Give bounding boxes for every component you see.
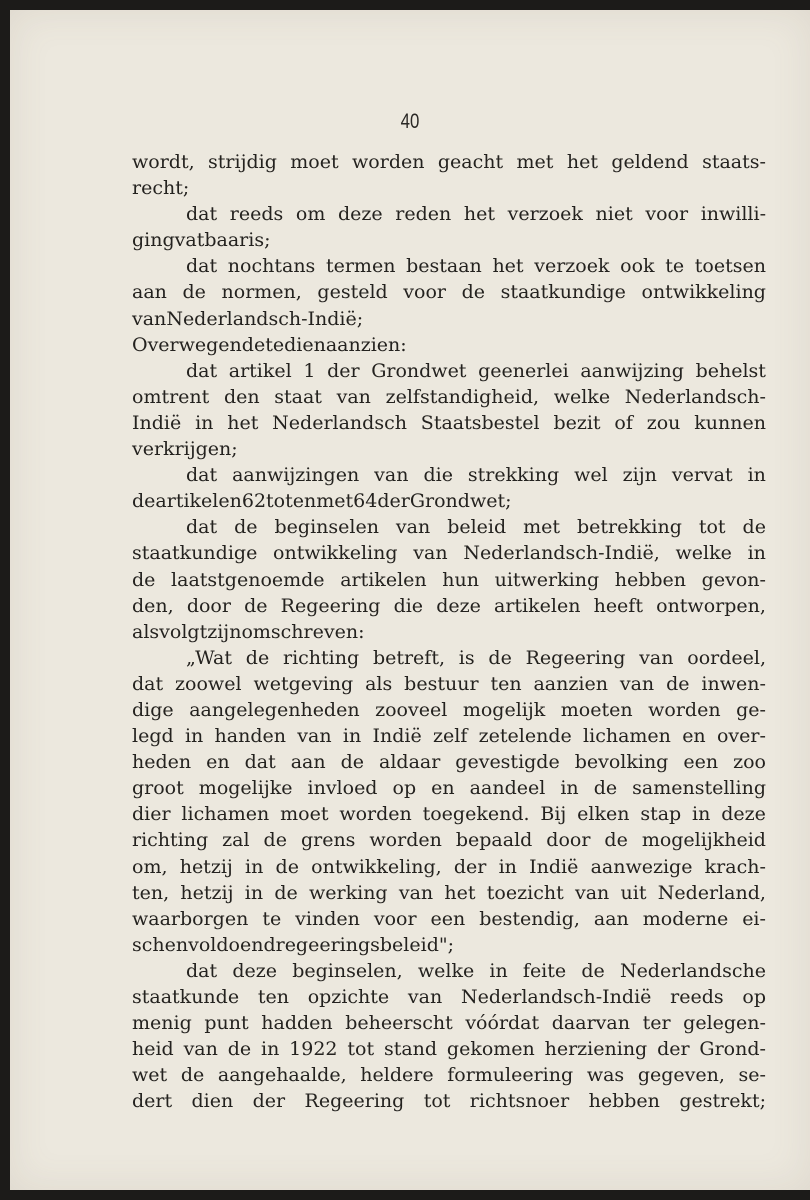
document-page: [10, 10, 810, 1190]
text-line: dat aanwijzingen van die strekking wel zijn vervat in: [186, 464, 766, 487]
text-line: aan de normen, gesteld voor de staatkundige ontwikkeling: [132, 281, 766, 304]
text-line: ging vatbaar is;: [132, 229, 271, 252]
text-line: dat artikel 1 der Grondwet geenerlei aanwijzing behelst: [186, 359, 766, 382]
text-line: als volgt zijn omschreven:: [132, 620, 365, 643]
text-line: dige aangelegenheden zooveel mogelijk moeten worden ge-: [132, 698, 766, 721]
text-line: omtrent den staat van zelfstandigheid, welke Nederlandsch-: [132, 385, 766, 408]
text-line: Indië in het Nederlandsch Staatsbestel bezit of zou kunnen: [132, 411, 766, 434]
text-line: „Wat de richting betreft, is de Regeering van oordeel,: [186, 646, 766, 669]
text-line: verkrijgen;: [132, 438, 238, 461]
text-line: menig punt hadden beheerscht vóórdat daarvan ter gelegen-: [132, 1012, 766, 1035]
text-line: dert dien der Regeering tot richtsnoer hebben gestrekt;: [132, 1090, 766, 1113]
text-line: groot mogelijke invloed op en aandeel in de samenstelling: [132, 777, 766, 800]
text-line: heid van de in 1922 tot stand gekomen herziening der Grond-: [132, 1038, 766, 1061]
text-line: dat reeds om deze reden het verzoek niet voor inwilli-: [186, 203, 766, 226]
text-line: dat nochtans termen bestaan het verzoek ook te toetsen: [186, 255, 766, 278]
text-line: om, hetzij in de ontwikkeling, der in Indië aanwezige krach-: [132, 855, 766, 878]
text-line: dat de beginselen van beleid met betrekking tot de: [186, 516, 766, 539]
text-line: richting zal de grens worden bepaald door de mogelijkheid: [132, 829, 766, 852]
text-line: schen voldoend regeeringsbeleid";: [132, 933, 455, 956]
text-line: Overwegende te dien aanzien:: [132, 333, 407, 356]
text-line: wordt, strijdig moet worden geacht met het geldend staats-: [132, 151, 766, 173]
text-line: van Nederlandsch-Indië;: [132, 307, 364, 330]
text-line: heden en dat aan de aldaar gevestigde bevolking een zoo: [132, 751, 766, 774]
body-text: [132, 149, 766, 1114]
text-line: de laatstgenoemde artikelen hun uitwerking hebben gevon-: [132, 568, 766, 591]
text-line: waarborgen te vinden voor een bestendig, aan moderne ei-: [132, 907, 766, 930]
text-line: wet de aangehaalde, heldere formuleering was gegeven, se-: [132, 1064, 766, 1087]
text-line: de artikelen 62 tot en met 64 der Grondwet;: [132, 490, 512, 513]
text-line: staatkunde ten opzichte van Nederlandsch-Indië reeds op: [132, 986, 766, 1008]
text-line: legd in handen van in Indië zelf zetelende lichamen en over-: [132, 725, 766, 748]
text-line: dier lichamen moet worden toegekend. Bij elken stap in deze: [132, 803, 766, 826]
text-line: staatkundige ontwikkeling van Nederlandsch-Indië, welke in: [132, 542, 766, 565]
text-line: recht;: [132, 177, 190, 200]
text-line: dat zoowel wetgeving als bestuur ten aanzien van de inwen-: [132, 672, 766, 695]
text-line: dat deze beginselen, welke in feite de Nederlandsche: [186, 959, 766, 982]
text-line: den, door de Regeering die deze artikelen heeft ontworpen,: [132, 594, 766, 617]
text-line: ten, hetzij in de werking van het toezicht van uit Nederland,: [132, 881, 766, 904]
page-number: 40: [400, 110, 420, 133]
